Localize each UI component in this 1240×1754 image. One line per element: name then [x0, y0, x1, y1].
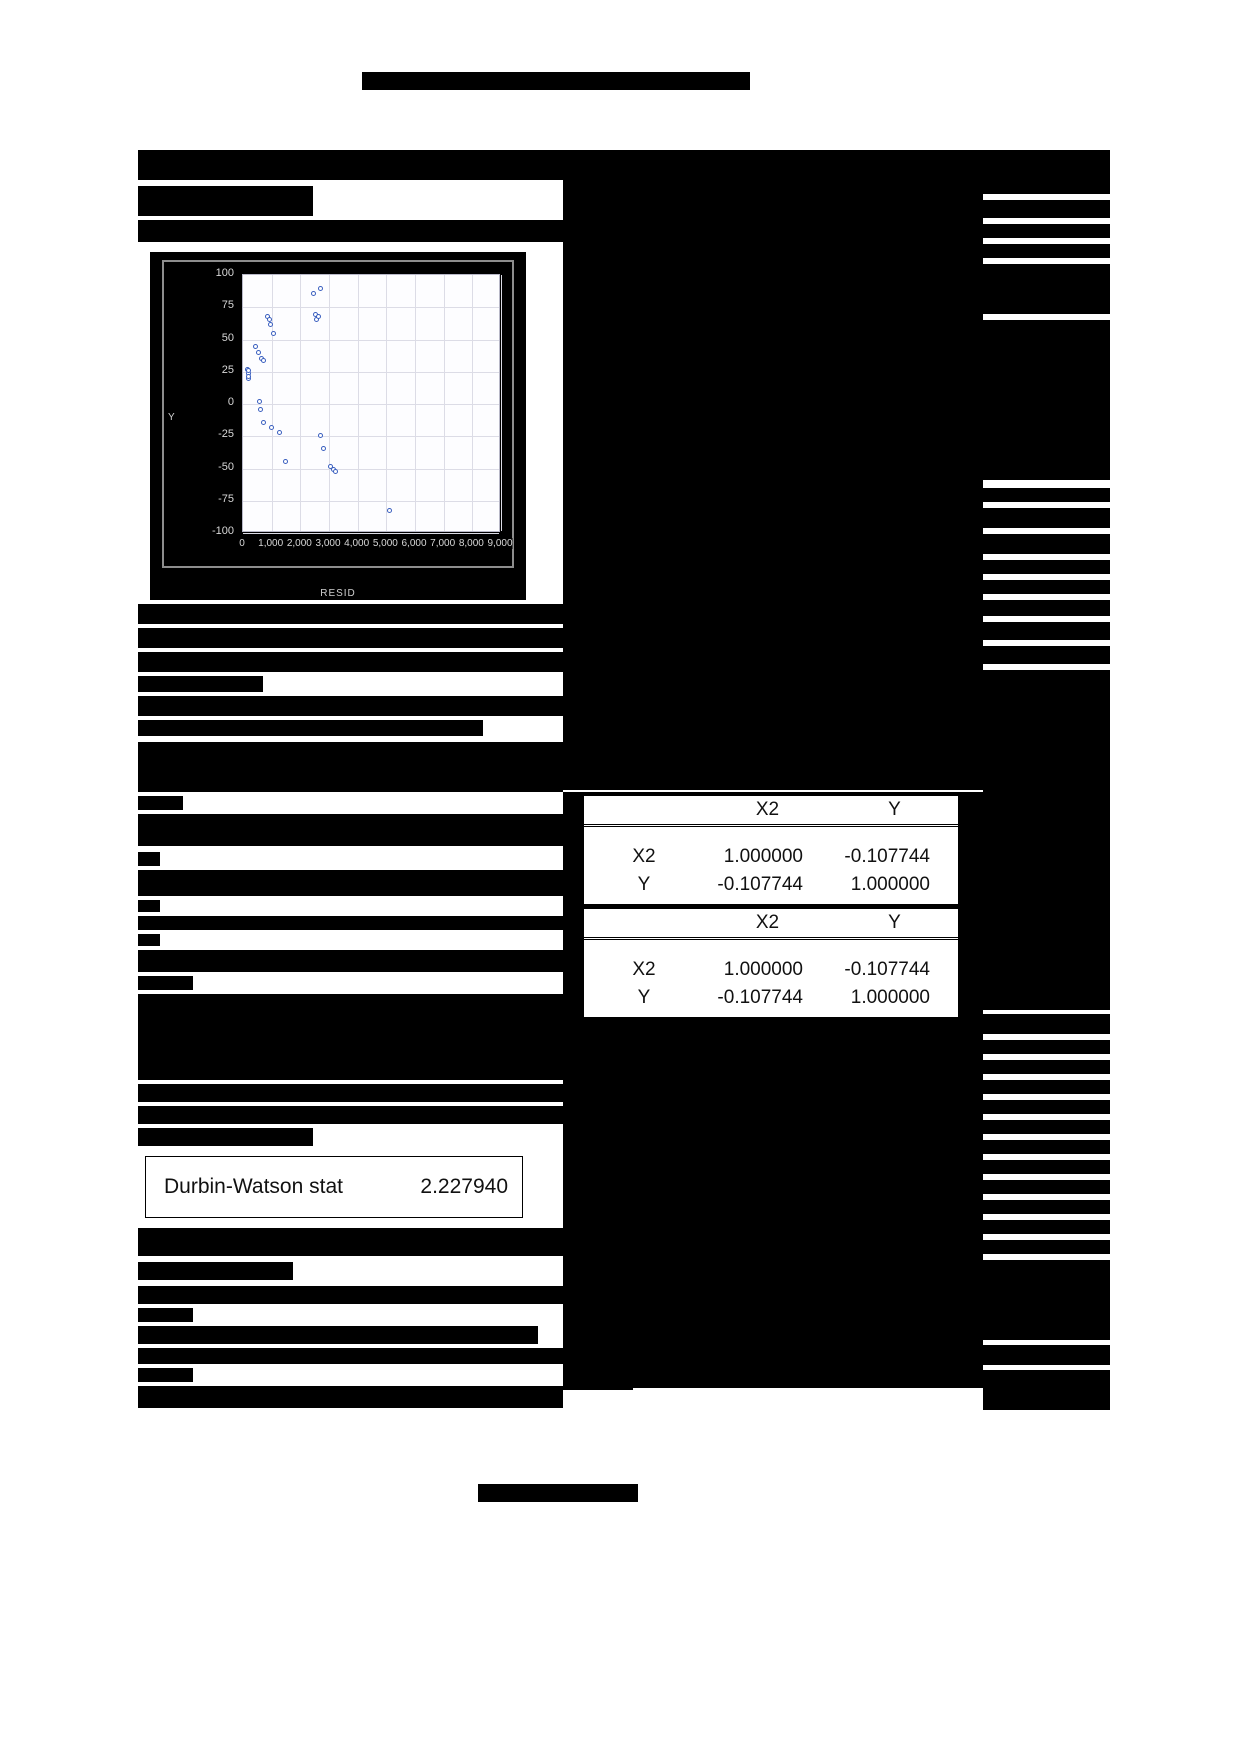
grid-line-vertical [472, 275, 473, 531]
body-block [138, 870, 563, 896]
grid-line-vertical [386, 275, 387, 531]
scatter-point [277, 430, 282, 435]
body-block [138, 814, 563, 846]
text-block [138, 220, 563, 242]
row-label-x2: X2 [632, 959, 656, 980]
text-block [983, 150, 1110, 194]
body-block [983, 1080, 1110, 1094]
durbin-watson-value: 2.227940 [420, 1175, 508, 1198]
body-block [983, 1260, 1110, 1340]
scatter-chart [150, 252, 526, 600]
body-block [138, 1386, 563, 1408]
body-block [138, 742, 563, 792]
grid-line-vertical [329, 275, 330, 531]
y-tick-label: -25 [172, 428, 234, 440]
body-block [138, 628, 673, 648]
grid-line-horizontal [243, 469, 499, 470]
body-block [138, 950, 563, 972]
scatter-point [246, 368, 251, 373]
table-row [584, 984, 958, 1012]
body-block [983, 1180, 1110, 1194]
body-block [983, 1220, 1110, 1234]
body-block [138, 652, 563, 672]
grid-line-horizontal [243, 340, 499, 341]
text-block [983, 646, 1110, 664]
row-label-x2: X2 [632, 846, 656, 867]
scatter-point [316, 314, 321, 319]
body-block [563, 1225, 633, 1390]
y-tick-label: -50 [172, 461, 234, 473]
scatter-point [321, 446, 326, 451]
x-tick-label: 9,000 [487, 538, 513, 549]
grid-line-horizontal [243, 307, 499, 308]
header-cell-x2: X2 [755, 912, 780, 933]
body-block [138, 720, 483, 736]
x-tick-label: 2,000 [286, 538, 312, 549]
body-block [138, 976, 193, 990]
durbin-watson-label: Durbin-Watson stat [164, 1175, 343, 1198]
body-block [138, 852, 160, 866]
table-row [584, 843, 958, 871]
scatter-point [268, 322, 273, 327]
text-block [983, 200, 1110, 218]
text-block [983, 264, 1110, 314]
text-block [983, 534, 1110, 554]
cell-x2-x2: 1.000000 [723, 846, 803, 867]
body-block [983, 1240, 1110, 1254]
header-cell-blank [584, 920, 704, 926]
body-block [138, 1106, 563, 1124]
body-block [983, 1160, 1110, 1174]
body-block [983, 1345, 1110, 1365]
cell-x2-y: -0.107744 [844, 846, 930, 867]
scatter-point [261, 420, 266, 425]
body-block [983, 1100, 1110, 1114]
text-block [983, 622, 1110, 640]
chart-y-axis-label: Y [168, 412, 175, 423]
y-tick-label: 50 [172, 332, 234, 344]
body-block [983, 1140, 1110, 1154]
x-tick-label: 7,000 [430, 538, 456, 549]
body-block [983, 1200, 1110, 1214]
scatter-point [271, 331, 276, 336]
body-block [138, 934, 160, 946]
body-block [983, 1040, 1110, 1054]
body-block [138, 994, 563, 1080]
x-tick-label: 0 [239, 538, 245, 549]
body-block [138, 1128, 313, 1146]
text-block [983, 488, 1110, 502]
body-block [138, 1326, 538, 1344]
scatter-point [269, 425, 274, 430]
table-row [584, 956, 958, 984]
chart-x-axis-label: RESID [320, 588, 356, 599]
y-tick-label: 100 [172, 267, 234, 279]
text-block [983, 560, 1110, 574]
x-tick-label: 5,000 [372, 538, 398, 549]
grid-line-vertical [444, 275, 445, 531]
cell-x2-y: -0.107744 [844, 959, 930, 980]
table-header-row [584, 796, 958, 827]
body-block [138, 1368, 193, 1382]
x-tick-label: 8,000 [458, 538, 484, 549]
body-block [983, 1060, 1110, 1074]
header-cell-y: Y [888, 799, 901, 820]
grid-line-vertical [358, 275, 359, 531]
y-tick-label: 25 [172, 364, 234, 376]
body-block [138, 1262, 293, 1280]
correlation-table-2 [583, 908, 959, 1018]
text-block [138, 186, 313, 216]
x-tick-label: 4,000 [344, 538, 370, 549]
body-block [138, 676, 263, 692]
body-block [138, 796, 183, 810]
y-tick-label: 0 [172, 396, 234, 408]
scatter-point [318, 286, 323, 291]
scatter-point [246, 374, 251, 379]
scatter-point [311, 291, 316, 296]
scatter-point [257, 399, 262, 404]
scatter-point [318, 433, 323, 438]
body-block [138, 1348, 563, 1364]
durbin-watson-box [145, 1156, 523, 1218]
body-block [563, 150, 983, 790]
grid-line-vertical [300, 275, 301, 531]
body-block [138, 696, 563, 716]
body-block [138, 604, 563, 624]
grid-line-vertical [272, 275, 273, 531]
scatter-point [333, 469, 338, 474]
cell-y-y: 1.000000 [850, 987, 930, 1008]
y-tick-label: -100 [172, 525, 234, 537]
text-block [983, 244, 1110, 258]
text-block [983, 580, 1110, 594]
body-block [138, 1084, 628, 1102]
table-row [584, 871, 958, 899]
correlation-table-1 [583, 795, 959, 905]
header-cell-y: Y [888, 912, 901, 933]
text-block [983, 508, 1110, 528]
scatter-point [283, 459, 288, 464]
grid-line-horizontal [243, 533, 499, 534]
grid-line-horizontal [243, 436, 499, 437]
scatter-point [387, 508, 392, 513]
y-tick-label: -75 [172, 493, 234, 505]
body-block [983, 1014, 1110, 1034]
text-block [983, 670, 1110, 1010]
cell-x2-x2: 1.000000 [723, 959, 803, 980]
y-tick-label: 75 [172, 299, 234, 311]
row-label-y: Y [637, 987, 651, 1008]
cell-y-x2: -0.107744 [717, 874, 803, 895]
body-block [138, 900, 160, 912]
grid-line-horizontal [243, 501, 499, 502]
scatter-point [261, 358, 266, 363]
scatter-point [253, 344, 258, 349]
text-block [983, 320, 1110, 480]
text-block [983, 224, 1110, 238]
body-block [138, 1308, 193, 1322]
x-tick-label: 1,000 [258, 538, 284, 549]
title-bar-block [362, 72, 750, 90]
grid-line-vertical [415, 275, 416, 531]
grid-line-horizontal [243, 372, 499, 373]
grid-line-horizontal [243, 404, 499, 405]
chart-inner-frame [162, 260, 514, 599]
text-block [983, 600, 1110, 616]
scatter-point [258, 407, 263, 412]
footer-block [478, 1484, 638, 1502]
cell-y-x2: -0.107744 [717, 987, 803, 1008]
x-tick-label: 6,000 [401, 538, 427, 549]
body-block [983, 1370, 1110, 1410]
body-block [983, 1120, 1110, 1134]
scatter-point [256, 350, 261, 355]
cell-y-y: 1.000000 [850, 874, 930, 895]
header-cell-x2: X2 [755, 799, 780, 820]
body-block [138, 1286, 563, 1304]
table-header-row [584, 909, 958, 940]
grid-line-vertical [501, 275, 502, 531]
body-block [138, 1228, 563, 1256]
body-block [138, 916, 563, 930]
row-label-y: Y [637, 874, 651, 895]
chart-plot-area [242, 274, 500, 532]
x-tick-label: 3,000 [315, 538, 341, 549]
header-cell-blank [584, 807, 704, 813]
